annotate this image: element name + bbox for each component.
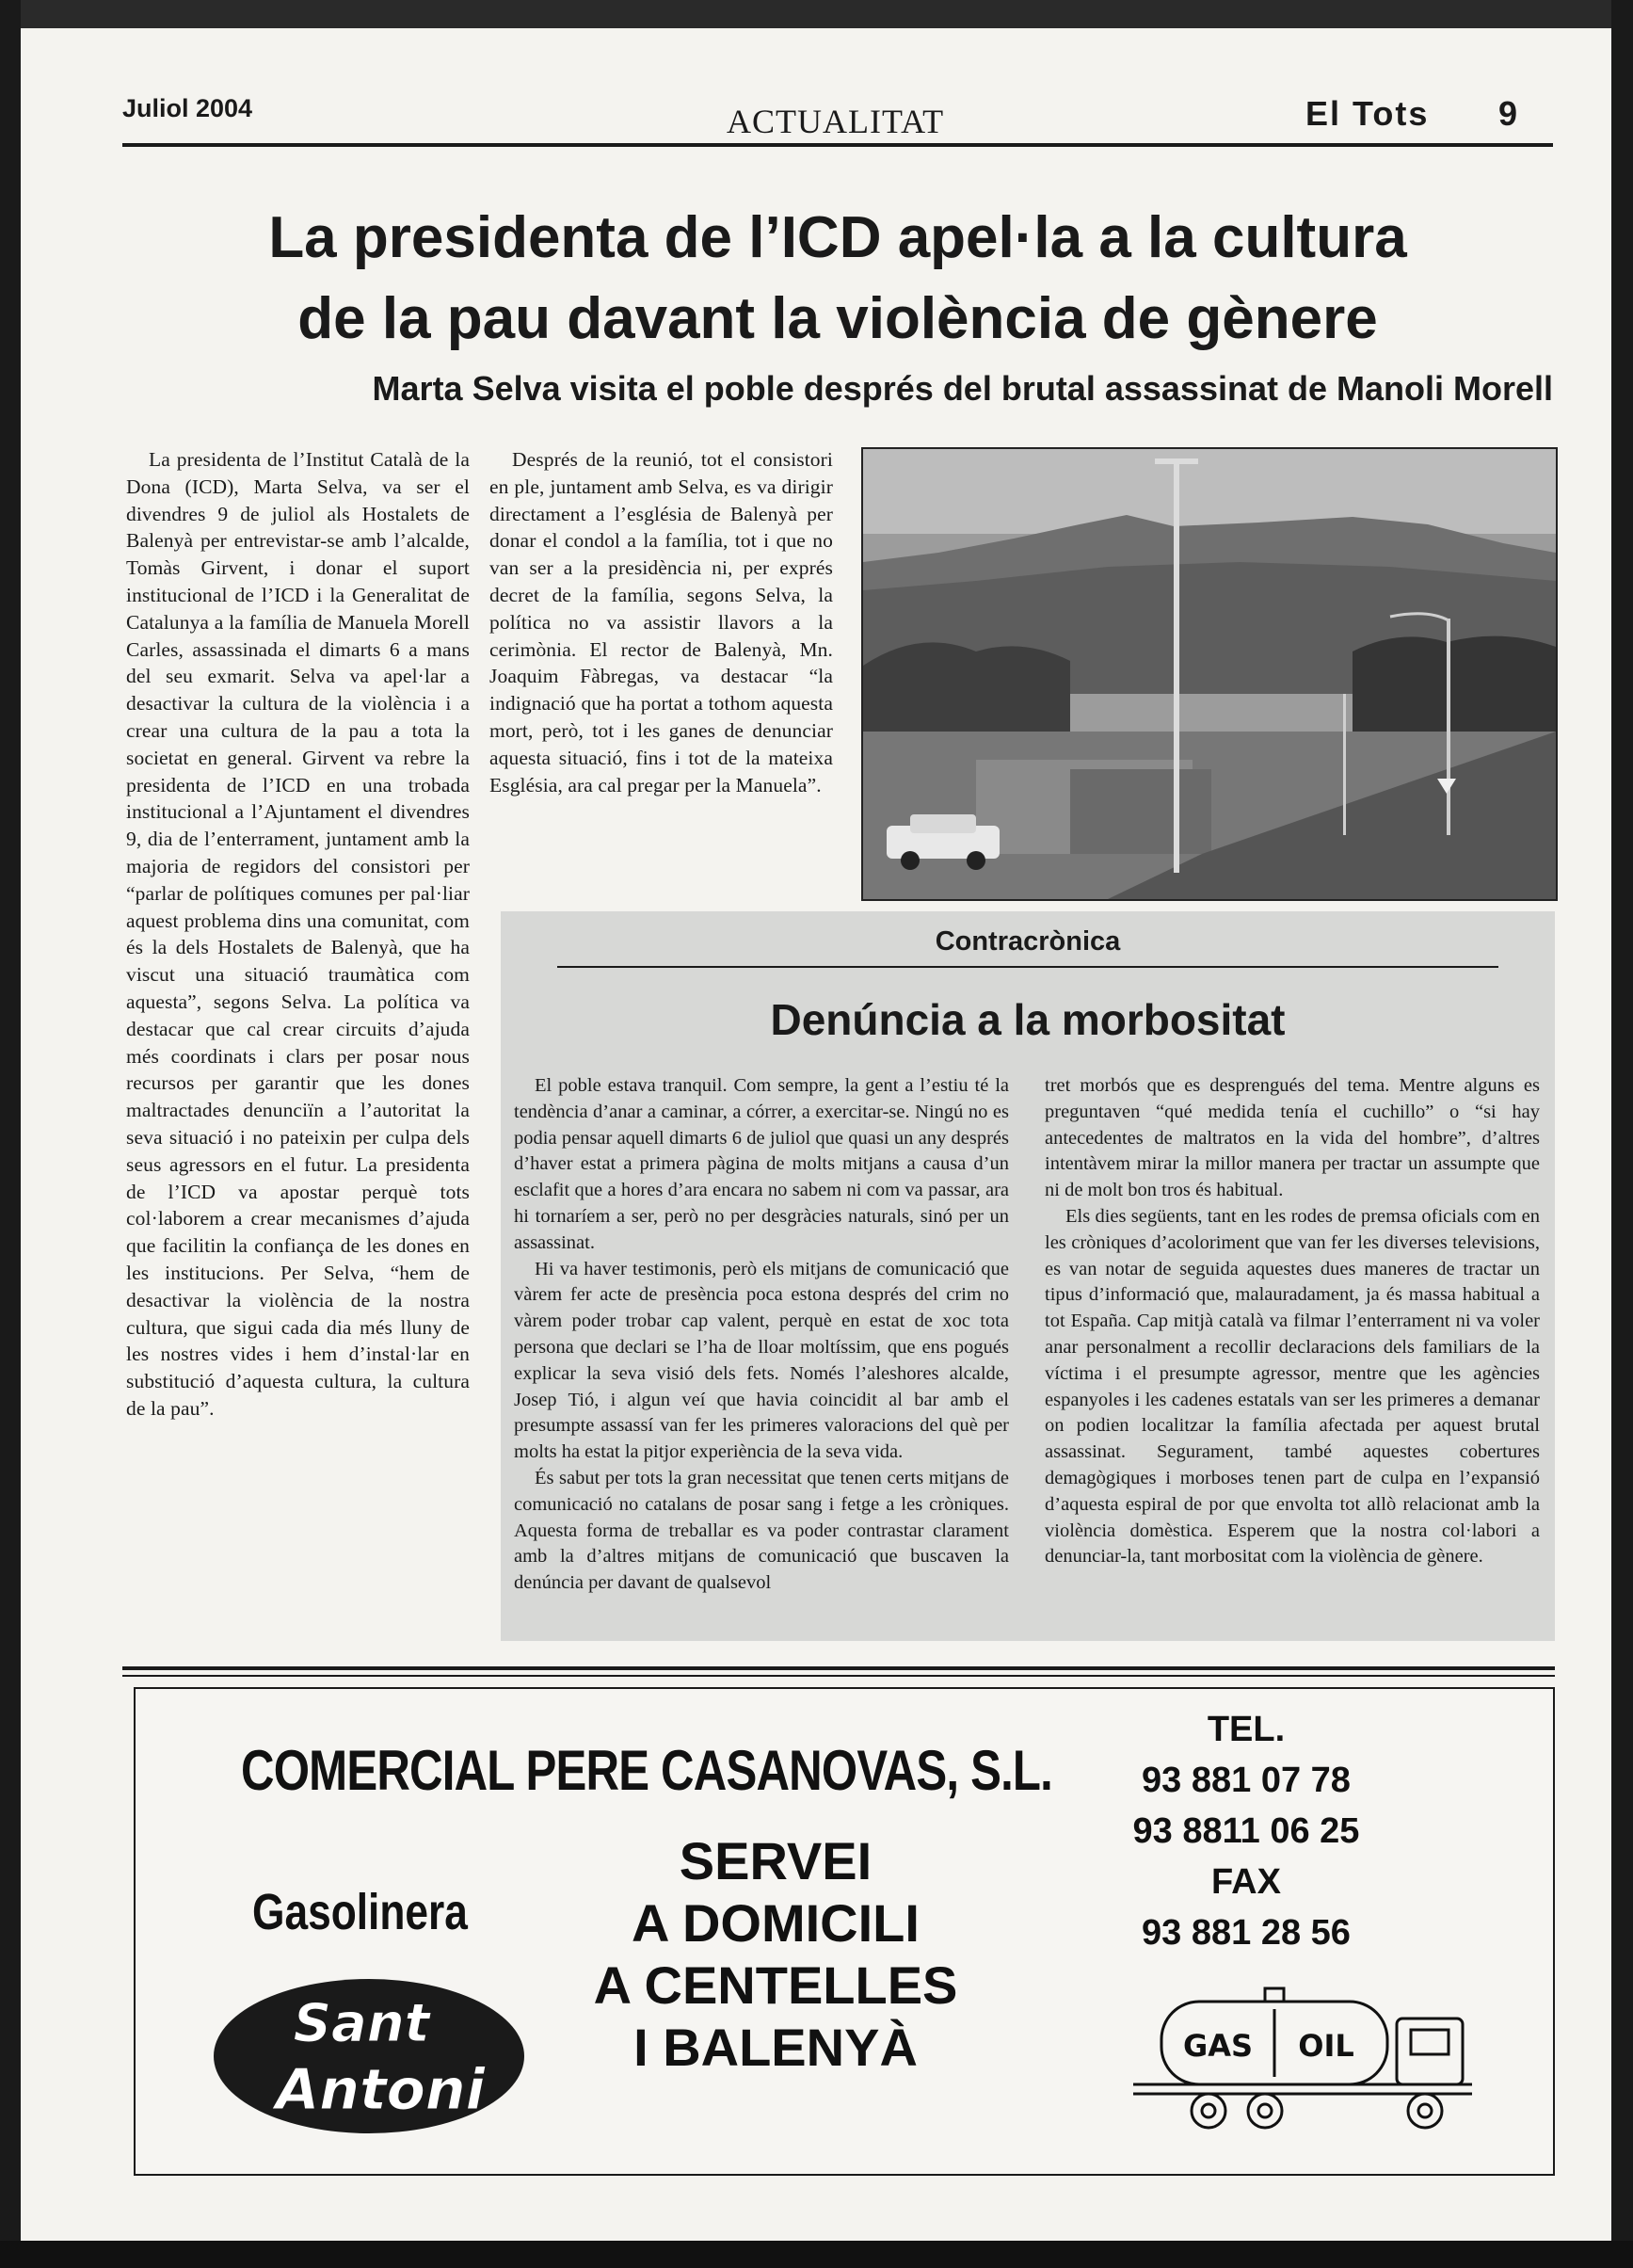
sidebar-column-2	[1045, 1073, 1540, 1570]
ad-service-text	[578, 1830, 973, 2079]
issue-date: Juliol 2004	[122, 94, 253, 122]
ad-company-name: COMERCIAL PERE CASANOVAS, S.L.	[241, 1739, 1053, 1802]
publication-name: El Tots	[1305, 94, 1430, 133]
street-scene-image	[863, 449, 1556, 899]
ad-top-rule	[122, 1666, 1555, 1670]
ad-top-rule-thin	[122, 1675, 1555, 1677]
gasoil-truck-icon	[1124, 1981, 1491, 2141]
sidebar-paragraph: Els dies següents, tant en les rodes de premsa oficials com en les cròniques d’acoloriment que van fer les diverses televisions, es van notar de seguida aquestes dues maneres de tractar un tipus d’informació que, malauradament, ja és massa habitual a tot España. Cap mitjà català va filmar l’enterrament ni va voler anar personalment a recollir declaracions dels familiars de la víctima i el presumpte agressor, mentre que les agències espanyoles i les cadenes estatals van ser les primeres a demanar on podien localitzar la família afectada per aquest brutal assassinat. Segurament, també aquestes cobertures demagògiques i morboses tenen part de culpa en l’expansió d’aquesta espiral de por que envolta tot allò relacionat amb la violència domèstica. Esperem que la nostra col·labori a denunciar-la, tant morbositat com la violència de gènere.	[1045, 1205, 1540, 1568]
truck-text-oil: OIL	[1298, 2028, 1354, 2064]
ad-phone-1: 93 881 07 78	[1142, 1761, 1351, 1800]
advertisement	[134, 1687, 1555, 2176]
scan-top-edge	[21, 0, 1611, 28]
logo-word-antoni: Antoni	[275, 2057, 486, 2123]
sidebar-paragraph: El poble estava tranquil. Com sempre, la gent a l’estiu té la tendència d’anar a caminar, a córrer, a exercitar-se. Ningú no es podia pensar aquell dimarts 6 de juliol que quasi un any després d’haver estat a primera pàgina de molts mitjans a causa d’un esclafit que a hores d’ara encara no sabem ni com va passar, ara hi tornaríem a ser, però no per desgràcies naturals, sinó per un assassinat.	[514, 1075, 1009, 1253]
ad-fax-number: 93 881 28 56	[1142, 1913, 1351, 1953]
headline-line-1: La presidenta de l’ICD apel·la a la cultura	[268, 205, 1407, 270]
sidebar-box	[501, 911, 1555, 1641]
service-line: I BALENYÀ	[633, 2018, 918, 2077]
section-name: ACTUALITAT	[727, 103, 945, 140]
article-column-2: Després de la reunió, tot el consistori en ple, juntament amb Selva, es va dirigir directament a l’església de Balenyà per donar el condol a la família, tot i que no van ser a la presidència ni, per exprés decret de la família, segons Selva, la política no va assistir llavors a la cerimònia. El rector de Balenyà, Mn. Joaquim Fàbregas, va destacar “la indignació que ha portat a tothom aquesta mort, però, tot i les ganes de denunciar aquesta situació, fins i tot de la mateixa Església, ara cal pregar per la Manuela”.	[489, 448, 833, 796]
logo-word-sant: Sant	[293, 1993, 430, 2054]
truck-text-gas: GAS	[1182, 2028, 1254, 2064]
headline-line-2: de la pau davant la violència de gènere	[297, 286, 1378, 351]
ad-fax-label: FAX	[1211, 1862, 1281, 1902]
article-column-1: La presidenta de l’Institut Català de la Dona (ICD), Marta Selva, va ser el divendres 9 de juliol als Hostalets de Balenyà per entrevistar-se amb l’alcalde, Tomàs Girvent, i donar el suport institucional de l’ICD i la Generalitat de Catalunya a la família de Manuela Morell Carles, assassinada el dimarts 6 a mans del seu exmarit. Selva va apel·lar a desactivar la cultura de la violència i a crear una cultura de la pau a tota la societat en general. Girvent va rebre la presidenta de l’ICD en una trobada institucional a l’Ajuntament el divendres 9, dia de l’enterrament, juntament amb la majoria de regidors del consistori per “parlar de polítiques comunes per pal·liar aquest problema dins una comunitat, com és la dels Hostalets de Balenyà, que ha viscut una situació traumàtica com aquesta”, segons Selva. La política va destacar que cal crear circuits d’ajuda més coordinats i clars per posar nous recursos per garantir que les dones maltractades denunciïn a l’autoritat la seva situació i no pateixin per culpa dels seus agressors en el futur. La presidenta de l’ICD va apostar perquè tots col·laborem a crear mecanismes d’ajuda que facilitin la confiança de les dones en les institucions. Per Selva, “hem de desactivar la violència de la nostra cultura, que sigui cada dia més lluny de les nostres vides i hem d’instal·lar en substitució d’aquesta cultura, la cultura de la pau”.	[126, 448, 470, 1420]
ad-gas-station-label: Gasolinera	[252, 1884, 468, 1940]
sant-antoni-logo	[200, 1971, 557, 2141]
sidebar-label: Contracrònica	[935, 926, 1121, 957]
service-line: A CENTELLES	[593, 1955, 958, 2015]
scan-bottom-edge	[0, 2241, 1633, 2268]
article-photo	[861, 447, 1558, 901]
sidebar-title: Denúncia a la morbositat	[770, 995, 1286, 1044]
article-subheadline: Marta Selva visita el poble després del brutal assassinat de Manoli Morell	[372, 369, 1553, 408]
page-number: 9	[1498, 94, 1518, 133]
newspaper-page	[21, 0, 1611, 2241]
sidebar-paragraph: tret morbós que es desprengués del tema. Mentre alguns es preguntaven “qué medida tenía el cuchillo” o “si hay antecedentes de maltratos en la vida del hombre”, d’altres intentàvem mirar la millor manera per tractar un assumpte que ni de molt bon tros és habitual.	[1045, 1075, 1540, 1201]
header-rule	[122, 143, 1553, 147]
service-line: A DOMICILI	[632, 1893, 920, 1953]
article-headline	[122, 198, 1553, 360]
service-line: SERVEI	[679, 1831, 873, 1890]
sidebar-paragraph: Hi va haver testimonis, però els mitjans de comunicació que vàrem fer acte de presència poca estona després del crim no vàrem poder trobar cap valent, perquè en estat de xoc tota persona que declari se l’ha de lloar moltíssim, que ens pogués explicar la seva visió dels fets. Només l’aleshores alcalde, Josep Tió, i algun veí que havia coincidit al bar amb el presumpte assassí van fer les primeres valoracions del què per molts ha estat la pitjor experiència de la seva vida.	[514, 1258, 1009, 1463]
ad-phone-2: 93 8811 06 25	[1132, 1811, 1360, 1851]
sidebar-column-1	[514, 1073, 1009, 1597]
sidebar-paragraph: És sabut per tots la gran necessitat que tenen certs mitjans de comunicació no catalans de posar sang i fetge a les cròniques. Aquesta forma de treballar es va poder contrastar clarament amb la d’altres mitjans de comunicació que buscaven la denúncia per davant de qualsevol	[514, 1467, 1009, 1594]
sidebar-rule	[557, 966, 1498, 968]
ad-tel-label: TEL.	[1207, 1710, 1286, 1749]
